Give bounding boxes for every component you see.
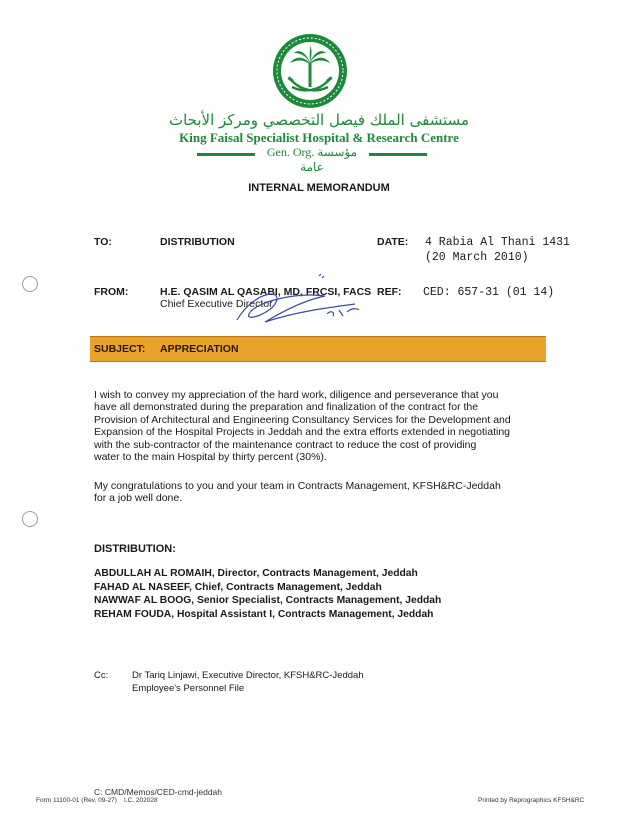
distribution-item: FAHAD AL NASEEF, Chief, Contracts Management, Jeddah — [94, 581, 382, 593]
org-name-arabic: مستشفى الملك فيصل التخصصي ومركز الأبحاث — [168, 111, 470, 129]
paragraph-line: I wish to convey my appreciation of the hard work, diligence and perseverance that you — [94, 389, 499, 401]
lc-code: I.C. 202028 — [124, 797, 158, 804]
distribution-item: NAWWAF AL BOOG, Senior Specialist, Contracts Management, Jeddah — [94, 595, 442, 607]
paragraph-line: My congratulations to you and your team in Contracts Management, KFSH&RC-Jeddah — [94, 480, 501, 492]
from-name: H.E. QASIM AL QASABI, MD, FRCSI, FACS — [160, 286, 372, 298]
punch-hole — [22, 276, 38, 292]
paragraph-line: have all demonstrated during the preparation and finalization of the contract for the — [94, 401, 479, 414]
subject-label: SUBJECT: — [94, 343, 146, 355]
distribution-item: ABDULLAH AL ROMAIH, Director, Contracts Management, Jeddah — [94, 568, 418, 579]
to-value: DISTRIBUTION — [160, 236, 235, 248]
subject-bar — [90, 336, 546, 362]
hospital-logo — [272, 33, 348, 109]
signature — [225, 270, 375, 336]
cc-label: Cc: — [94, 670, 109, 681]
divider-left — [197, 153, 255, 156]
file-path: C: CMD/Memos/CED-cmd-jeddah — [94, 787, 222, 797]
date-gregorian: (20 March 2010) — [425, 251, 529, 264]
paragraph-line: water to the main Hospital by thirty percent (30%). — [94, 451, 327, 464]
distribution-title: DISTRIBUTION: — [94, 543, 176, 555]
cc-list — [132, 670, 364, 695]
paragraph-line: for a job well done. — [94, 492, 183, 505]
punch-hole — [22, 511, 38, 527]
body-paragraph-1 — [94, 389, 549, 463]
gen-org-english: Gen. Org. — [266, 145, 315, 159]
gen-org-label — [257, 145, 367, 175]
from-label: FROM: — [94, 286, 129, 298]
paragraph-line: with the sub-contractor of the maintenance contract to reduce the cost of providing — [94, 438, 477, 451]
ref-label: REF: — [377, 286, 402, 298]
divider-right — [369, 153, 427, 156]
cc-item: Employee's Personnel File — [132, 682, 245, 694]
gen-org-arabic: مؤسسة عامة — [300, 145, 358, 174]
to-label: TO: — [94, 236, 112, 248]
cc-item: Dr Tariq Linjawi, Executive Director, KFSH&RC-Jeddah — [132, 670, 364, 681]
printed-by: Printed by Reprographics KFSH&RC — [478, 797, 585, 804]
paragraph-line: Expansion of the Hospital Projects in Jeddah and the extra efforts extended in negotiating — [94, 426, 510, 439]
from-title: Chief Executive Director — [160, 298, 273, 310]
ref-value: CED: 657-31 (01 14) — [423, 286, 555, 299]
subject-value: APPRECIATION — [160, 343, 239, 355]
gen-org-row — [197, 145, 427, 174]
paragraph-line: Provision of Architectural and Engineering Consultancy Services for the Development and — [94, 413, 511, 426]
org-name-english: King Faisal Specialist Hospital & Research Centre — [179, 130, 459, 145]
body-paragraph-2 — [94, 480, 549, 505]
distribution-list — [94, 567, 441, 621]
distribution-item: REHAM FOUDA, Hospital Assistant I, Contracts Management, Jeddah — [94, 608, 434, 620]
form-number: Form 11100-01 (Rev. 09-27) — [36, 797, 117, 804]
memo-title: INTERNAL MEMORANDUM — [248, 182, 390, 194]
date-hijri: 4 Rabia Al Thani 1431 — [425, 236, 570, 249]
date-label: DATE: — [377, 236, 409, 248]
